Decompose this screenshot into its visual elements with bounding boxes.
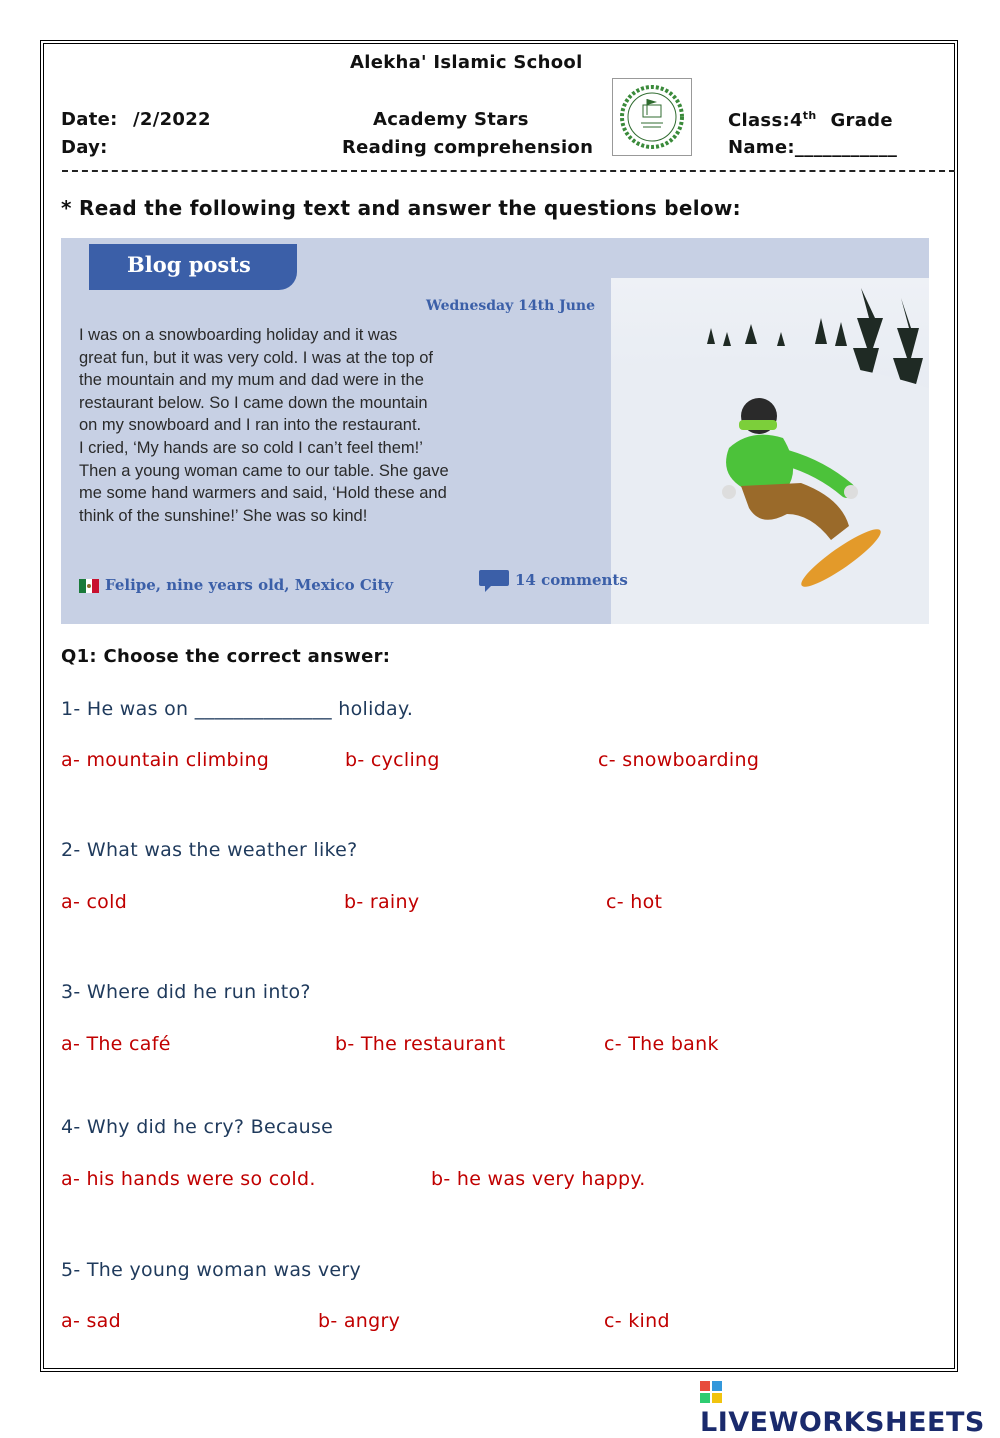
header-divider [62, 170, 955, 172]
blog-line: Then a young woman came to our table. She gave [79, 461, 449, 480]
name-field[interactable]: Name:___________ [728, 137, 898, 158]
option-3a[interactable]: a- The café [61, 1033, 171, 1055]
blog-line: the mountain and my mum and dad were in the [79, 371, 424, 390]
blog-author: Felipe, nine years old, Mexico City [79, 576, 393, 594]
question-5: 5- The young woman was very [61, 1259, 362, 1281]
question-3: 3- Where did he run into? [61, 981, 311, 1003]
blog-body [79, 324, 599, 527]
option-2a[interactable]: a- cold [61, 891, 128, 913]
option-1c[interactable]: c- snowboarding [598, 749, 760, 771]
day-label: Day: [61, 137, 108, 158]
liveworksheets-watermark: LIVEWORKSHEETS [700, 1376, 1000, 1438]
school-name: Alekha' Islamic School [350, 52, 583, 73]
blog-tab [89, 244, 297, 290]
blog-line: restaurant below. So I came down the mountain [79, 393, 428, 412]
instruction: * Read the following text and answer the questions below: [61, 196, 741, 220]
blog-post-image [61, 238, 929, 624]
blog-line: me some hand warmers and said, ‘Hold these and [79, 484, 447, 503]
option-2b[interactable]: b- rainy [344, 891, 420, 913]
liveworksheets-logo-icon [700, 1381, 722, 1403]
option-5b[interactable]: b- angry [318, 1310, 401, 1332]
mexico-flag-icon [79, 579, 99, 593]
option-1b[interactable]: b- cycling [345, 749, 440, 771]
option-4a[interactable]: a- his hands were so cold. [61, 1168, 316, 1190]
question-4: 4- Why did he cry? Because [61, 1116, 334, 1138]
blog-comments: 14 comments [479, 570, 628, 592]
blog-line: I cried, ‘My hands are so cold I can’t feel them!’ [79, 438, 423, 457]
blog-date: Wednesday 14th June [426, 298, 596, 314]
date-value: /2/2022 [133, 109, 211, 130]
snowboarder-photo [611, 278, 929, 624]
class-label: Class:4th Grade [728, 109, 893, 131]
option-4b[interactable]: b- he was very happy. [431, 1168, 646, 1190]
school-logo [612, 78, 692, 156]
option-3b[interactable]: b- The restaurant [335, 1033, 506, 1055]
blog-line: great fun, but it was very cold. I was at the top of [79, 348, 434, 367]
course-name: Academy Stars [373, 109, 529, 130]
option-3c[interactable]: c- The bank [604, 1033, 719, 1055]
blog-tab-title: Blog posts [127, 252, 251, 277]
q1-title: Q1: Choose the correct answer: [61, 646, 391, 667]
blog-line: think of the sunshine!’ She was so kind! [79, 506, 368, 525]
date-label: Date: [61, 109, 118, 130]
option-5c[interactable]: c- kind [604, 1310, 670, 1332]
question-2: 2- What was the weather like? [61, 839, 358, 861]
blog-line: I was on a snowboarding holiday and it was [79, 326, 398, 344]
option-5a[interactable]: a- sad [61, 1310, 121, 1332]
option-2c[interactable]: c- hot [606, 891, 663, 913]
comment-icon [479, 570, 509, 592]
subject-name: Reading comprehension [342, 137, 594, 158]
blog-line: on my snowboard and I ran into the restaurant. [79, 416, 422, 435]
option-1a[interactable]: a- mountain climbing [61, 749, 270, 771]
question-1: 1- He was on ______________ holiday. [61, 698, 414, 720]
